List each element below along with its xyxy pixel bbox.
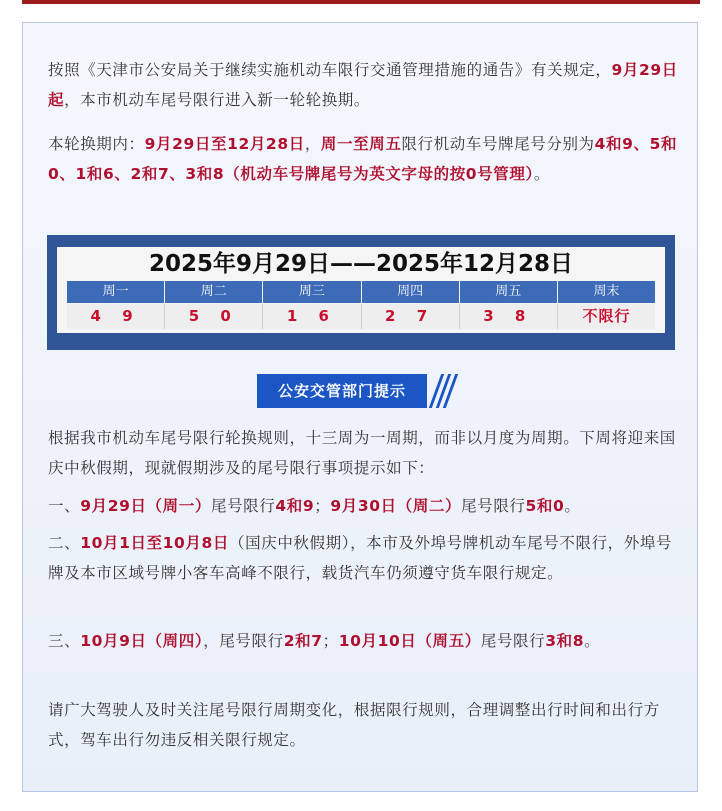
top-accent-bar: [22, 0, 700, 4]
weekdays-highlight: 周一至周五: [320, 135, 402, 153]
tip-text: 。: [584, 632, 601, 650]
date-highlight: 9月30日（周二）: [330, 497, 462, 515]
start-date-highlight: 9月29日起: [48, 61, 678, 109]
restricted-digits: 1 6: [263, 304, 361, 329]
notice-card: [22, 22, 698, 792]
rule-paragraph: 根据我市机动车尾号限行轮换规则，十三周为一周期，而非以月度为周期。下周将迎来国庆中秋假期，现就假期涉及的尾号限行事项提示如下：: [48, 429, 676, 477]
schedule-table: [47, 235, 675, 350]
tip-text: 二、: [48, 534, 81, 552]
day-header: 周二: [165, 281, 263, 303]
tip-text: 一、: [48, 497, 81, 515]
plate-numbers-highlight: 4和9、5和0、1和6、2和7、3和8（机动车号牌尾号为英文字母的按0号管理）: [48, 135, 678, 183]
day-header: 周四: [362, 281, 460, 303]
day-header: 周五: [460, 281, 558, 303]
date-highlight: 9月29日（周一）: [80, 497, 211, 515]
restricted-digits: 不限行: [582, 307, 631, 325]
intro-text: ，本市机动车尾号限行进入新一轮轮换期。: [64, 91, 371, 109]
restricted-digits: 2 7: [362, 304, 460, 329]
tip-text: 尾号限行: [461, 497, 526, 515]
tip-item-2: [48, 528, 678, 588]
schedule-values-row: [67, 304, 655, 329]
tip-text: ；: [314, 497, 331, 515]
date-highlight: 10月9日（周四）: [80, 632, 204, 650]
section-badge: [257, 374, 467, 408]
digits-highlight: 5和0: [525, 497, 565, 515]
tip-text: 三、: [48, 632, 81, 650]
tip-text: 。: [564, 497, 581, 515]
closing-paragraph: 请广大驾驶人及时关注尾号限行周期变化，根据限行规则，合理调整出行时间和出行方式，驾车出行勿违反相关限行规定。: [48, 701, 660, 749]
rotation-text: 本轮换期内：: [48, 135, 145, 153]
day-header: 周末: [593, 284, 620, 299]
restricted-digits: 3 8: [460, 304, 558, 329]
schedule-table-body: [57, 247, 665, 333]
schedule-header-row: [67, 281, 655, 303]
tip-text: ；: [322, 632, 339, 650]
section-badge-label: 公安交管部门提示: [257, 374, 427, 408]
intro-paragraph: [48, 55, 678, 115]
schedule-title: 2025年9月29日——2025年12月28日: [148, 251, 574, 277]
tip-text: 尾号限行: [480, 632, 546, 650]
tip-text: （国庆中秋假期），本市及外埠号牌机动车尾号不限行，外埠号牌及本市区域号牌小客车高峰不限行，载货汽车仍须遵守货车限行规定。: [48, 534, 673, 582]
tip-text: 尾号限行: [210, 497, 276, 515]
rotation-paragraph: [48, 129, 678, 189]
day-header: 周三: [263, 281, 361, 303]
digits-highlight: 2和7: [283, 632, 323, 650]
rotation-text: 限行机动车号牌尾号分别为: [401, 135, 595, 153]
rotation-text: 。: [533, 165, 550, 183]
tip-text: ，尾号限行: [203, 632, 284, 650]
day-header: 周一: [67, 281, 165, 303]
restricted-digits: 5 0: [165, 304, 263, 329]
tip-item-1: [48, 491, 678, 521]
intro-text: 按照《天津市公安局关于继续实施机动车限行交通管理措施的通告》有关规定，: [48, 61, 612, 79]
rotation-text: ，: [304, 135, 321, 153]
restricted-digits: 4 9: [67, 304, 165, 329]
tip-item-3: [48, 626, 678, 656]
date-highlight: 10月10日（周五）: [338, 632, 481, 650]
holiday-date-highlight: 10月1日至10月8日: [80, 534, 230, 552]
digits-highlight: 4和9: [275, 497, 315, 515]
period-highlight: 9月29日至12月28日: [144, 135, 305, 153]
digits-highlight: 3和8: [545, 632, 585, 650]
